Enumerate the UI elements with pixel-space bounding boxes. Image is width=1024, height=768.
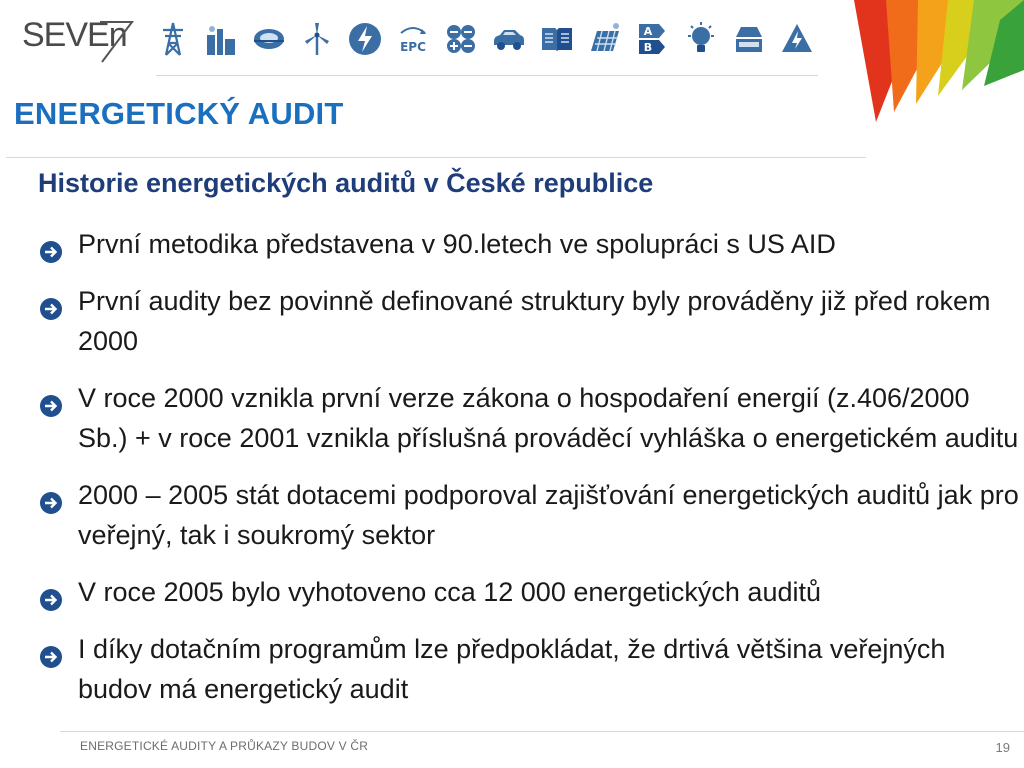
arrow-bullet-icon	[40, 485, 62, 507]
icon-bar	[152, 14, 818, 64]
bullet-item	[40, 281, 1020, 361]
energy-label-ab-icon	[632, 17, 673, 61]
icon-bar-divider	[156, 75, 818, 76]
arrow-bullet-icon	[40, 639, 62, 661]
bullet-text: První audity bez povinně definované struktury byly prováděny již před rokem 2000	[78, 286, 991, 356]
logo-seven-stroke	[22, 12, 134, 64]
lightning-bolt-icon	[344, 17, 385, 61]
bullet-text: V roce 2000 vznikla první verze zákona o hospodaření energií (z.406/2000 Sb.) + v roce 2001 vznikla příslušná prováděcí vyhláška o energetickém auditu	[78, 383, 1019, 453]
bullet-text: V roce 2005 bylo vyhotoveno cca 12 000 energetických auditů	[78, 577, 821, 607]
bullet-text: První metodika představena v 90.letech ve spolupráci s US AID	[78, 229, 836, 259]
arrow-bullet-icon	[40, 388, 62, 410]
page-number: 19	[995, 740, 1010, 755]
water-meter-icon	[248, 17, 289, 61]
bullet-item	[40, 572, 1020, 612]
bullet-item	[40, 475, 1020, 555]
arrow-bullet-icon	[40, 234, 62, 256]
bullet-item	[40, 224, 1020, 264]
arrow-bullet-icon	[40, 582, 62, 604]
bullet-item	[40, 378, 1020, 458]
epc-icon	[392, 17, 433, 61]
light-bulb-icon	[680, 17, 721, 61]
bullet-item	[40, 629, 1020, 709]
footer-divider	[60, 731, 1024, 732]
warning-electric-icon	[776, 17, 817, 61]
wind-turbine-icon	[296, 17, 337, 61]
bullet-text: 2000 – 2005 stát dotacemi podporoval zajišťování energetických auditů jak pro veřejný, tak i soukromý sektor	[78, 480, 1019, 550]
arrow-bullet-icon	[40, 291, 62, 313]
house-icon	[728, 17, 769, 61]
book-icon	[536, 17, 577, 61]
solar-panel-icon	[584, 17, 625, 61]
factory-icon	[200, 17, 241, 61]
logo-text: SEVEn	[22, 16, 127, 54]
label-b-text: B	[643, 41, 652, 54]
title-divider	[6, 157, 866, 158]
label-a-text: A	[643, 25, 652, 38]
seven-logo	[22, 12, 134, 64]
epc-text: EPC	[399, 40, 426, 54]
slide-subtitle: Historie energetických auditů v České republice	[38, 168, 654, 198]
car-icon	[488, 17, 529, 61]
decorative-stripes	[814, 0, 1024, 130]
control-panel-icon	[440, 17, 481, 61]
bullet-list	[40, 224, 1020, 726]
slide-title: ENERGETICKÝ AUDIT	[14, 96, 344, 131]
footer-text: ENERGETICKÉ AUDITY A PRŮKAZY BUDOV V ČR	[80, 739, 369, 753]
bullet-text: I díky dotačním programům lze předpokládat, že drtivá většina veřejných budov má energetický audit	[78, 634, 946, 704]
power-pylon-icon	[152, 17, 193, 61]
